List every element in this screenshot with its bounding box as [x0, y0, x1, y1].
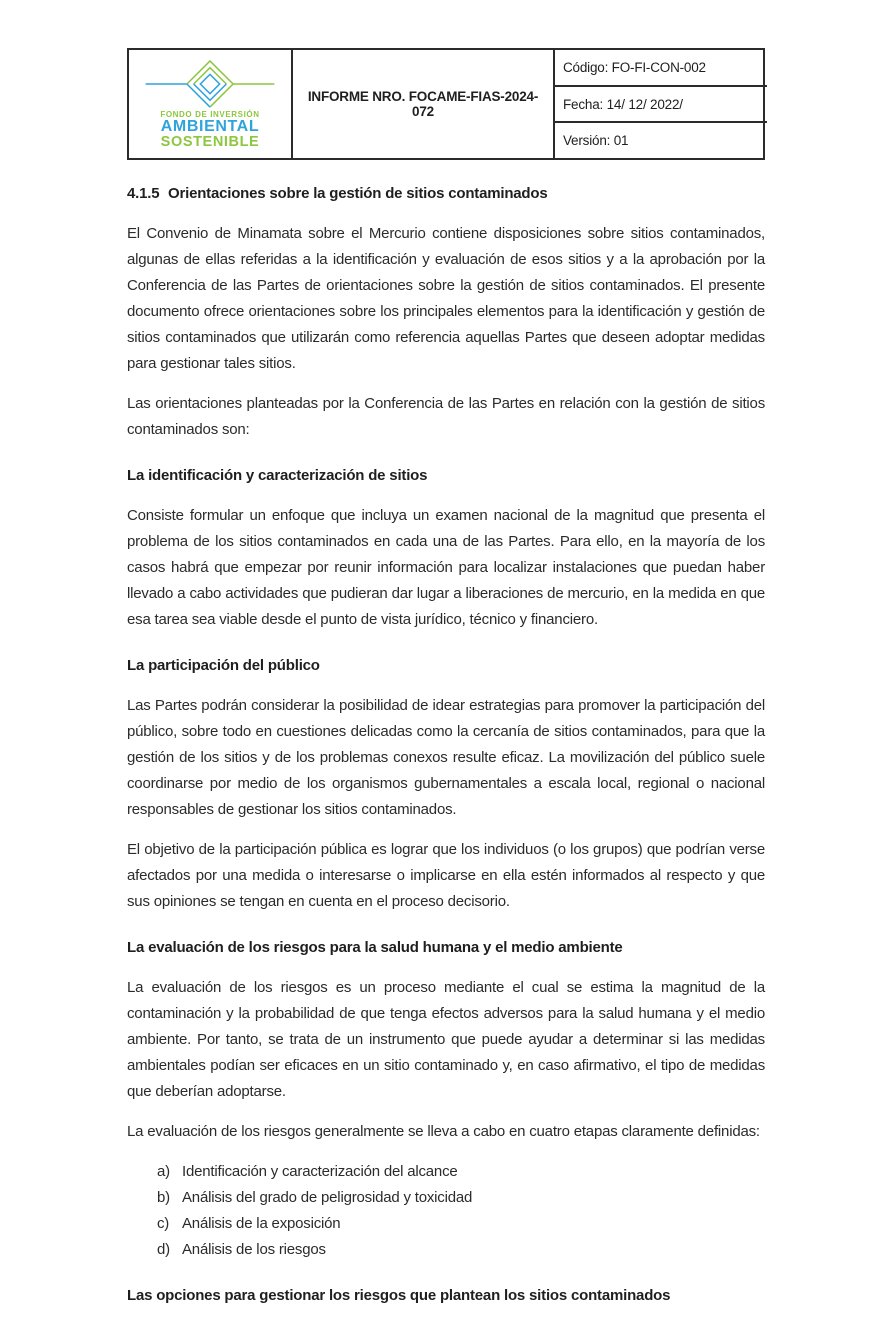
- version-field: Versión: 01: [563, 133, 629, 149]
- paragraph-4: Las Partes podrán considerar la posibilidad de idear estrategias para promover la participación del público, sobre todo en cuestiones delicadas como la cercanía de sitios contaminados, para que la gestión de los sitios y de los problemas conexos resulte eficaz. La movilización del público suele coordinarse por medio de los organismos gubernamentales a escala local, regional o nacional responsables de gestionar los sitios contaminados.: [127, 697, 765, 818]
- paragraph-5: El objetivo de la participación pública es lograr que los individuos (o los grupos) que podrían verse afectados por una medida o interesarse o implicarse en ella estén informados al respecto y que sus opiniones se tengan en cuenta en el proceso decisorio.: [127, 841, 765, 910]
- section-title: Orientaciones sobre la gestión de sitios contaminados: [168, 185, 548, 202]
- list-item: [127, 1237, 765, 1263]
- list-text: Análisis de la exposición: [182, 1215, 341, 1232]
- list-text: Análisis del grado de peligrosidad y toxicidad: [182, 1189, 473, 1206]
- list-marker: d): [157, 1241, 170, 1258]
- subheading-opciones: Las opciones para gestionar los riesgos que plantean los sitios contaminados: [127, 1287, 671, 1304]
- list-text: Identificación y caracterización del alcance: [182, 1163, 458, 1180]
- section-number: 4.1.5: [127, 185, 160, 202]
- list-text: Análisis de los riesgos: [182, 1241, 326, 1258]
- code-field: Código: FO-FI-CON-002: [555, 50, 767, 87]
- list-marker: b): [157, 1189, 170, 1206]
- paragraph-6: La evaluación de los riesgos es un proceso mediante el cual se estima la magnitud de la contaminación y la probabilidad de que tenga efectos adversos para la salud humana y el medio ambiente. Por tanto, se trata de un instrumento que puede ayudar a determinar si las medidas ambientales podían ser eficaces en un sitio contaminado y, en caso afirmativo, el tipo de medidas que deberían adoptarse.: [127, 979, 765, 1100]
- logo-text-fondo: FONDO DE INVERSIÓN: [160, 109, 260, 119]
- paragraph-7: La evaluación de los riesgos generalmente se lleva a cabo en cuatro etapas claramente definidas:: [127, 1123, 760, 1140]
- report-title: INFORME NRO. FOCAME-FIAS-2024-072: [293, 50, 555, 158]
- section-heading: [127, 181, 765, 207]
- paragraph-2: Las orientaciones planteadas por la Conferencia de las Partes en relación con la gestión de sitios contaminados son:: [127, 395, 765, 438]
- list-item: [127, 1159, 765, 1185]
- paragraph-3: Consiste formular un enfoque que incluya un examen nacional de la magnitud que presenta el problema de los sitios contaminados en cada una de las Partes. Para ello, en la mayoría de los casos habrá que empezar por reunir información para localizar instalaciones que puedan haber llevado a cabo actividades que pudieran dar lugar a liberaciones de mercurio, en la medida en que esa tarea sea viable desde el punto de vista jurídico, técnico y financiero.: [127, 507, 765, 628]
- list-marker: a): [157, 1163, 170, 1180]
- subheading-participacion: La participación del público: [127, 657, 320, 674]
- header-meta: [555, 50, 767, 158]
- list-marker: c): [157, 1215, 170, 1232]
- logo-text-sostenible: SOSTENIBLE: [160, 134, 260, 151]
- logo-text-ambiental: AMBIENTAL: [160, 117, 260, 135]
- logo: [129, 50, 293, 158]
- fias-diamond-icon: [135, 59, 285, 109]
- paragraph-1: El Convenio de Minamata sobre el Mercurio contiene disposiciones sobre sitios contaminados, algunas de ellas referidas a la identificación y evaluación de esos sitios y a la aprobación por la Conferencia de las Partes de orientaciones sobre la gestión de sitios contaminados. El presente documento ofrece orientaciones sobre los principales elementos para la identificación y gestión de sitios contaminados que utilizarán como referencia aquellas Partes que deseen adoptar medidas para gestionar tales sitios.: [127, 225, 765, 372]
- etapas-list: [127, 1159, 765, 1263]
- list-item: [127, 1185, 765, 1211]
- list-item: [127, 1211, 765, 1237]
- document-body: [127, 181, 765, 1309]
- date-field: Fecha: 14/ 12/ 2022/: [555, 87, 767, 124]
- sheet: [127, 48, 765, 1323]
- subheading-identificacion: La identificación y caracterización de sitios: [127, 467, 428, 484]
- header-table: [127, 48, 765, 160]
- subheading-evaluacion: La evaluación de los riesgos para la salud humana y el medio ambiente: [127, 939, 623, 956]
